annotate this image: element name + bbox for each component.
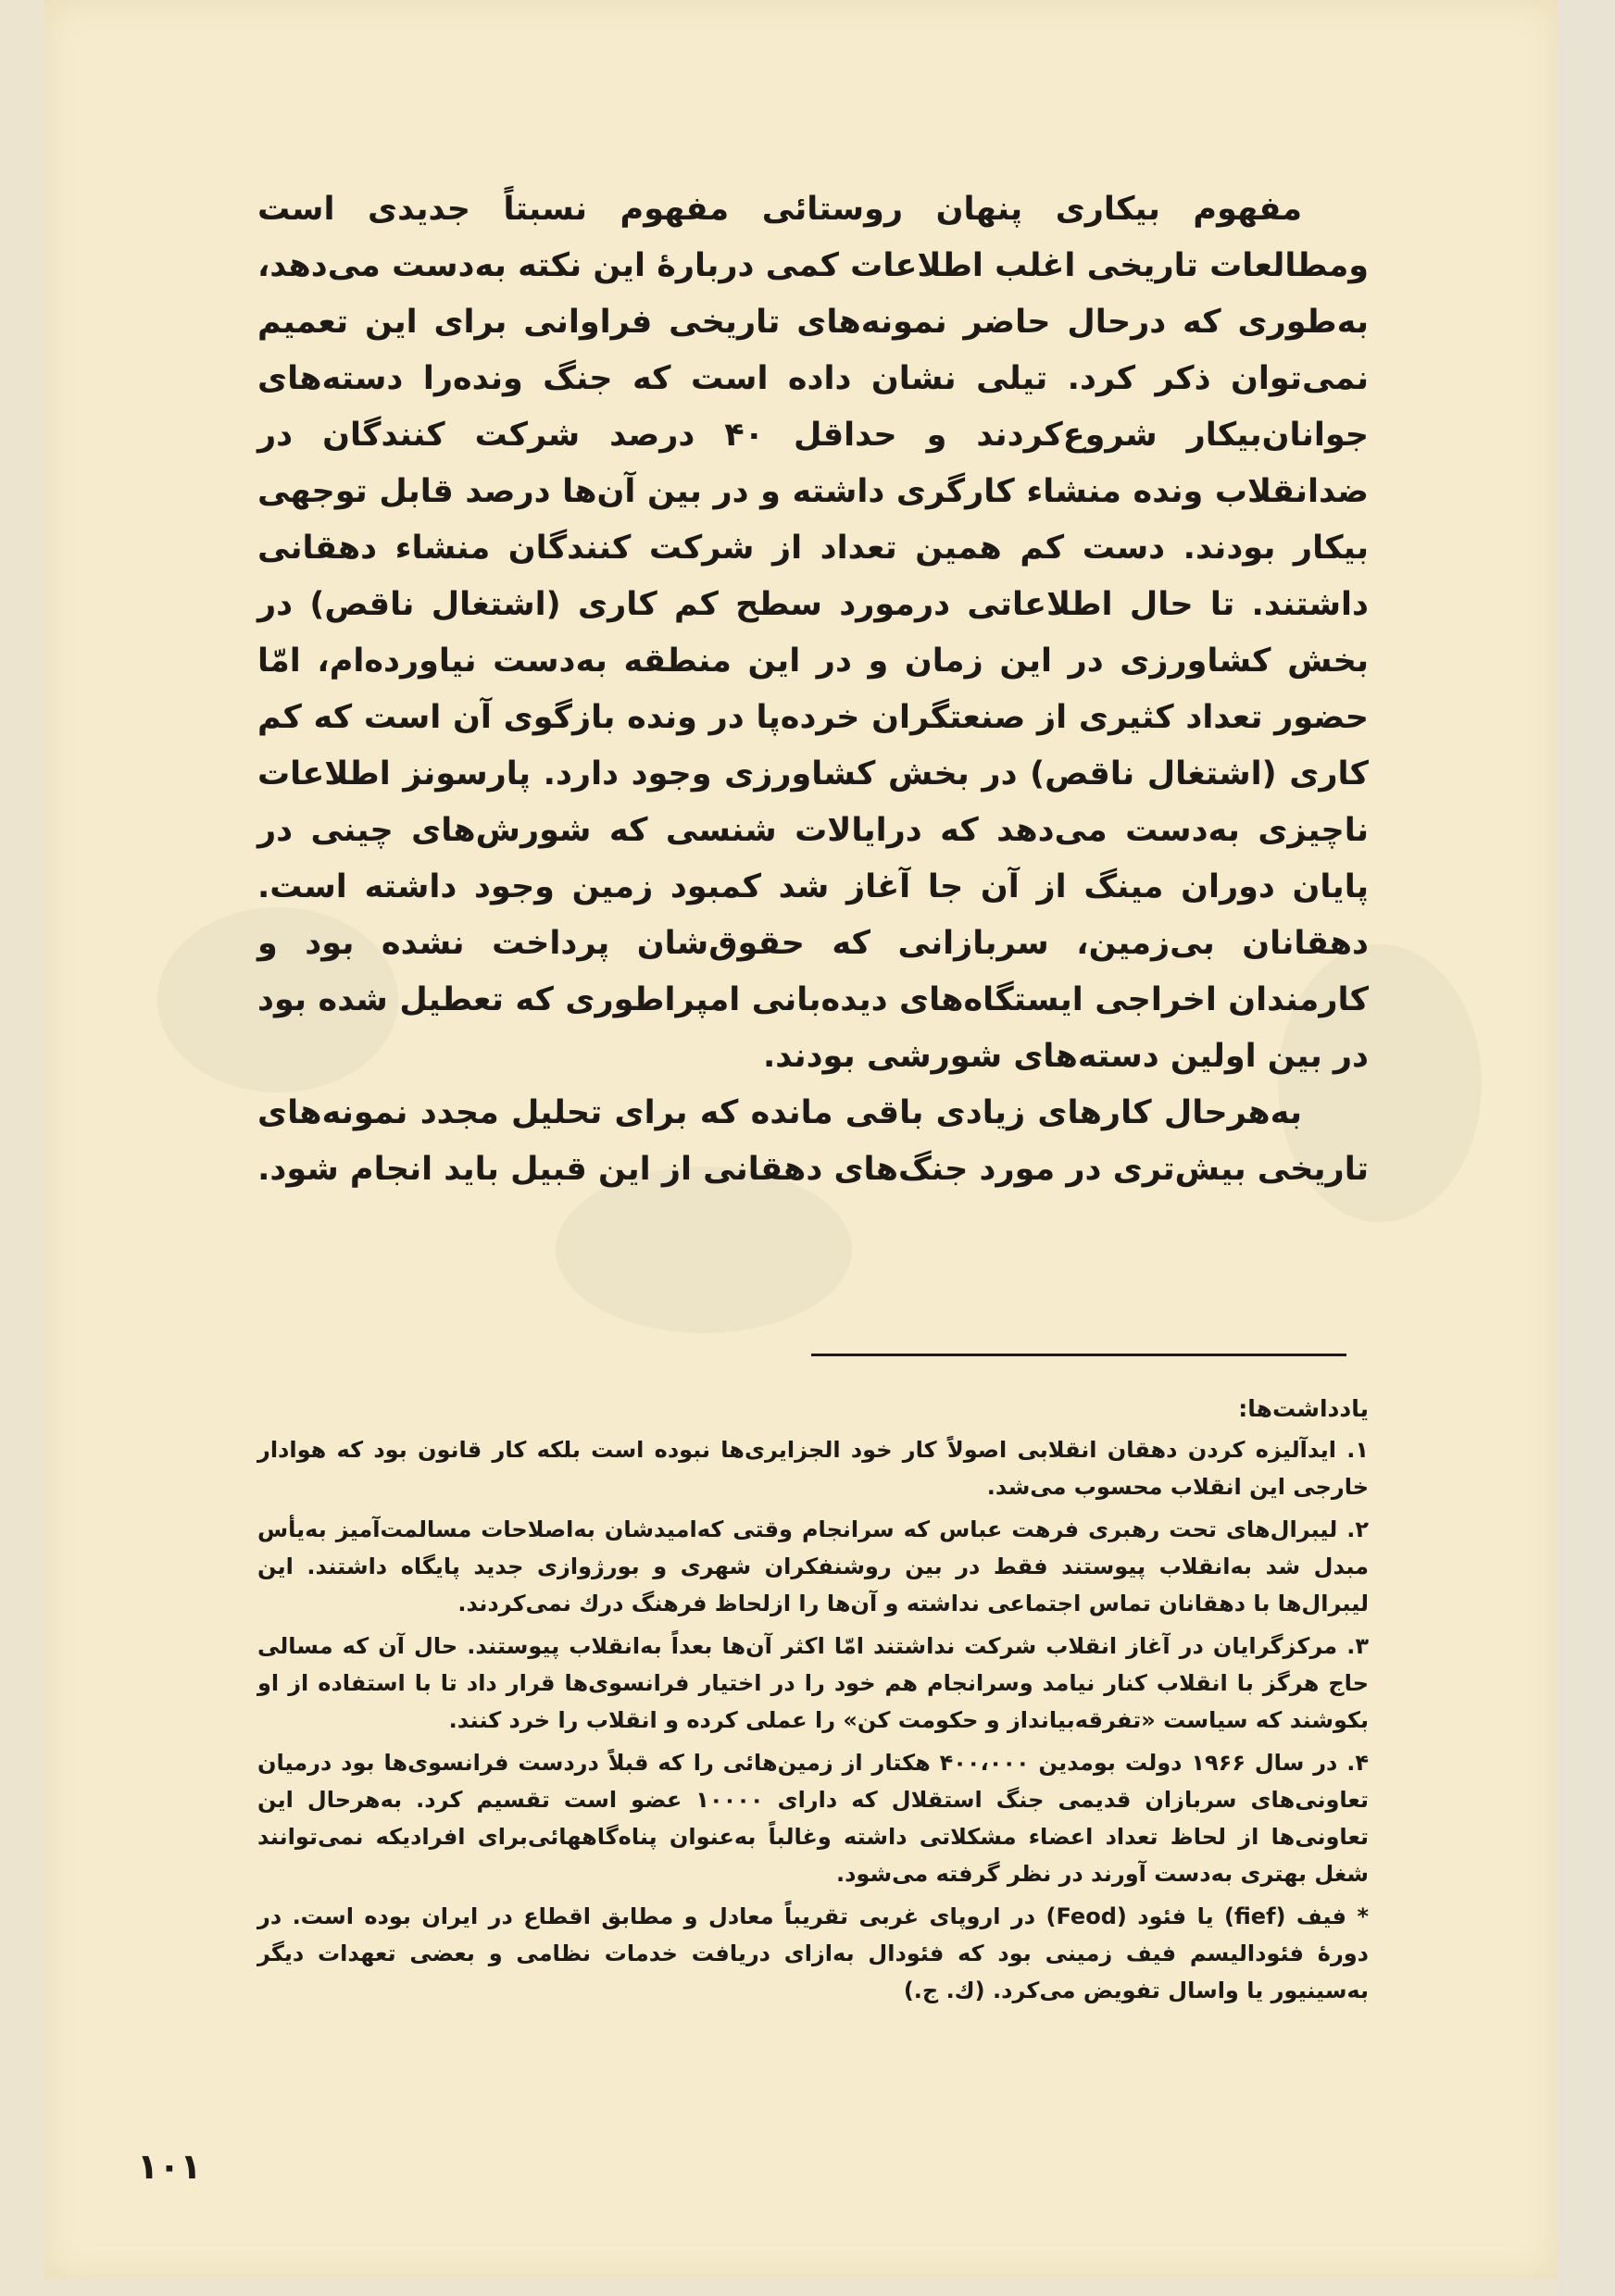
body-paragraph: به‌هرحال کارهای زیادی باقی مانده که برای تحلیل مجدد نمونه‌های تاریخی بیش‌تری در مورد جنگ‌های دهقانی از این قبیل باید انجام شود. — [257, 1094, 1369, 1188]
footnote: ۳. مرکزگرایان در آغاز انقلاب شرکت نداشتند امّا اکثر آن‌ها بعداً به‌انقلاب پیوستند. حال آن که مسالی حاج هرگز با انقلاب کنار نیامد وسرانجام هم خود را در اختیار فرانسوی‌ها قرار داد تا با استفاده از او بکوشند که سیاست «تفرقه‌بیانداز و حکومت کن» را عملی کرده و انقلاب را خرد کنند. — [257, 1633, 1369, 1733]
body-paragraph: مفهوم بیکاری پنهان روستائی مفهوم نسبتاً جدیدی است ومطالعات تاریخی اغلب اطلاعات کمی دربارهٔ این نکته به‌دست می‌دهد، به‌طوری که درحال حاضر نمونه‌های تاریخی فراوانی برای این تعمیم نمی‌توان ذکر کرد. تیلی نشان داده است که جنگ ونده‌را دسته‌های جوانان‌بیکار شروع‌کردند و حداقل ۴۰ درصد شرکت کنندگان در ضدانقلاب ونده منشاء کارگری داشته و در بین آن‌ها درصد قابل توجهی بیکار بودند. دست کم همین تعداد از شرکت کنندگان منشاء دهقانی داشتند. تا حال اطلاعاتی درمورد سطح کم کاری (اشتغال ناقص) در بخش کشاورزی در این زمان و در این منطقه به‌دست نیاورده‌ام، امّا حضور تعداد کثیری از صنعتگران خرده‌پا در ونده بازگوی آن است که کم کاری (اشتغال ناقص) در بخش کشاورزی وجود دارد. پارسونز اطلاعات ناچیزی به‌دست می‌دهد که درایالات شنسی که شورش‌های چینی در پایان دوران مینگ از آن جا آغاز شد کمبود زمین وجود داشته است. دهقانان بی‌زمین، سربازانی که حقوق‌شان پرداخت نشده بود و کارمندان اخراجی ایستگاه‌های دیده‌بانی امپراطوری که تعطیل شده بود در بین اولین دسته‌های شورشی بودند. — [257, 191, 1369, 1075]
footnote: ۱. ایدآلیزه کردن دهقان انقلابی اصولاً کار خود الجزایری‌ها نبوده است بلکه کار قانون بود که هوادار خارجی این انقلاب محسوب می‌شد. — [257, 1437, 1369, 1500]
page-number: ۱۰۱ — [137, 2146, 202, 2187]
footnote: ۴. در سال ۱۹۶۶ دولت بومدین ۴۰۰،۰۰۰ هکتار از زمین‌هائی را که قبلاً دردست فرانسوی‌ها بود درمیان تعاونی‌های سربازان قدیمی جنگ استقلال که دارای ۱۰۰۰۰ عضو است تقسیم کرد. به‌هرحال این تعاونی‌ها از لحاظ تعداد اعضاء مشکلاتی داشته وغالباً به‌عنوان پناه‌گاههائی‌برای افرادیکه نمی‌توانند شغل بهتری به‌دست آورند در نظر گرفته می‌شود. — [257, 1750, 1369, 1887]
notes-section — [257, 1391, 1369, 2015]
footnote: * فیف (fief) یا فئود (Feod) در اروپای غربی تقریباً معادل و مطابق اقطاع در ایران بوده است. در دورهٔ فئودالیسم فیف زمینی بود که فئودال به‌ازای دریافت خدمات نظامی و بعضی تعهدات دیگر به‌سینیور یا واسال تفویض می‌کرد. (ك. ج.) — [257, 1903, 1370, 2003]
page-edge — [1558, 0, 1615, 2296]
notes-heading: یادداشت‌ها: — [1238, 1395, 1369, 1422]
main-text — [257, 181, 1369, 1198]
footnote-divider — [811, 1354, 1346, 1356]
footnote: ۲. لیبرال‌های تحت رهبری فرهت عباس که سرانجام وقتی که‌امیدشان به‌اصلاحات مسالمت‌آمیز به‌یأس مبدل شد به‌انقلاب پیوستند فقط در بین روشنفکران شهری و بورژوازی جدید پایگاه داشتند. این لیبرال‌ها با دهقانان تماس اجتماعی نداشته و آن‌ها را ازلحاظ فرهنگ درك نمی‌کردند. — [257, 1516, 1369, 1616]
